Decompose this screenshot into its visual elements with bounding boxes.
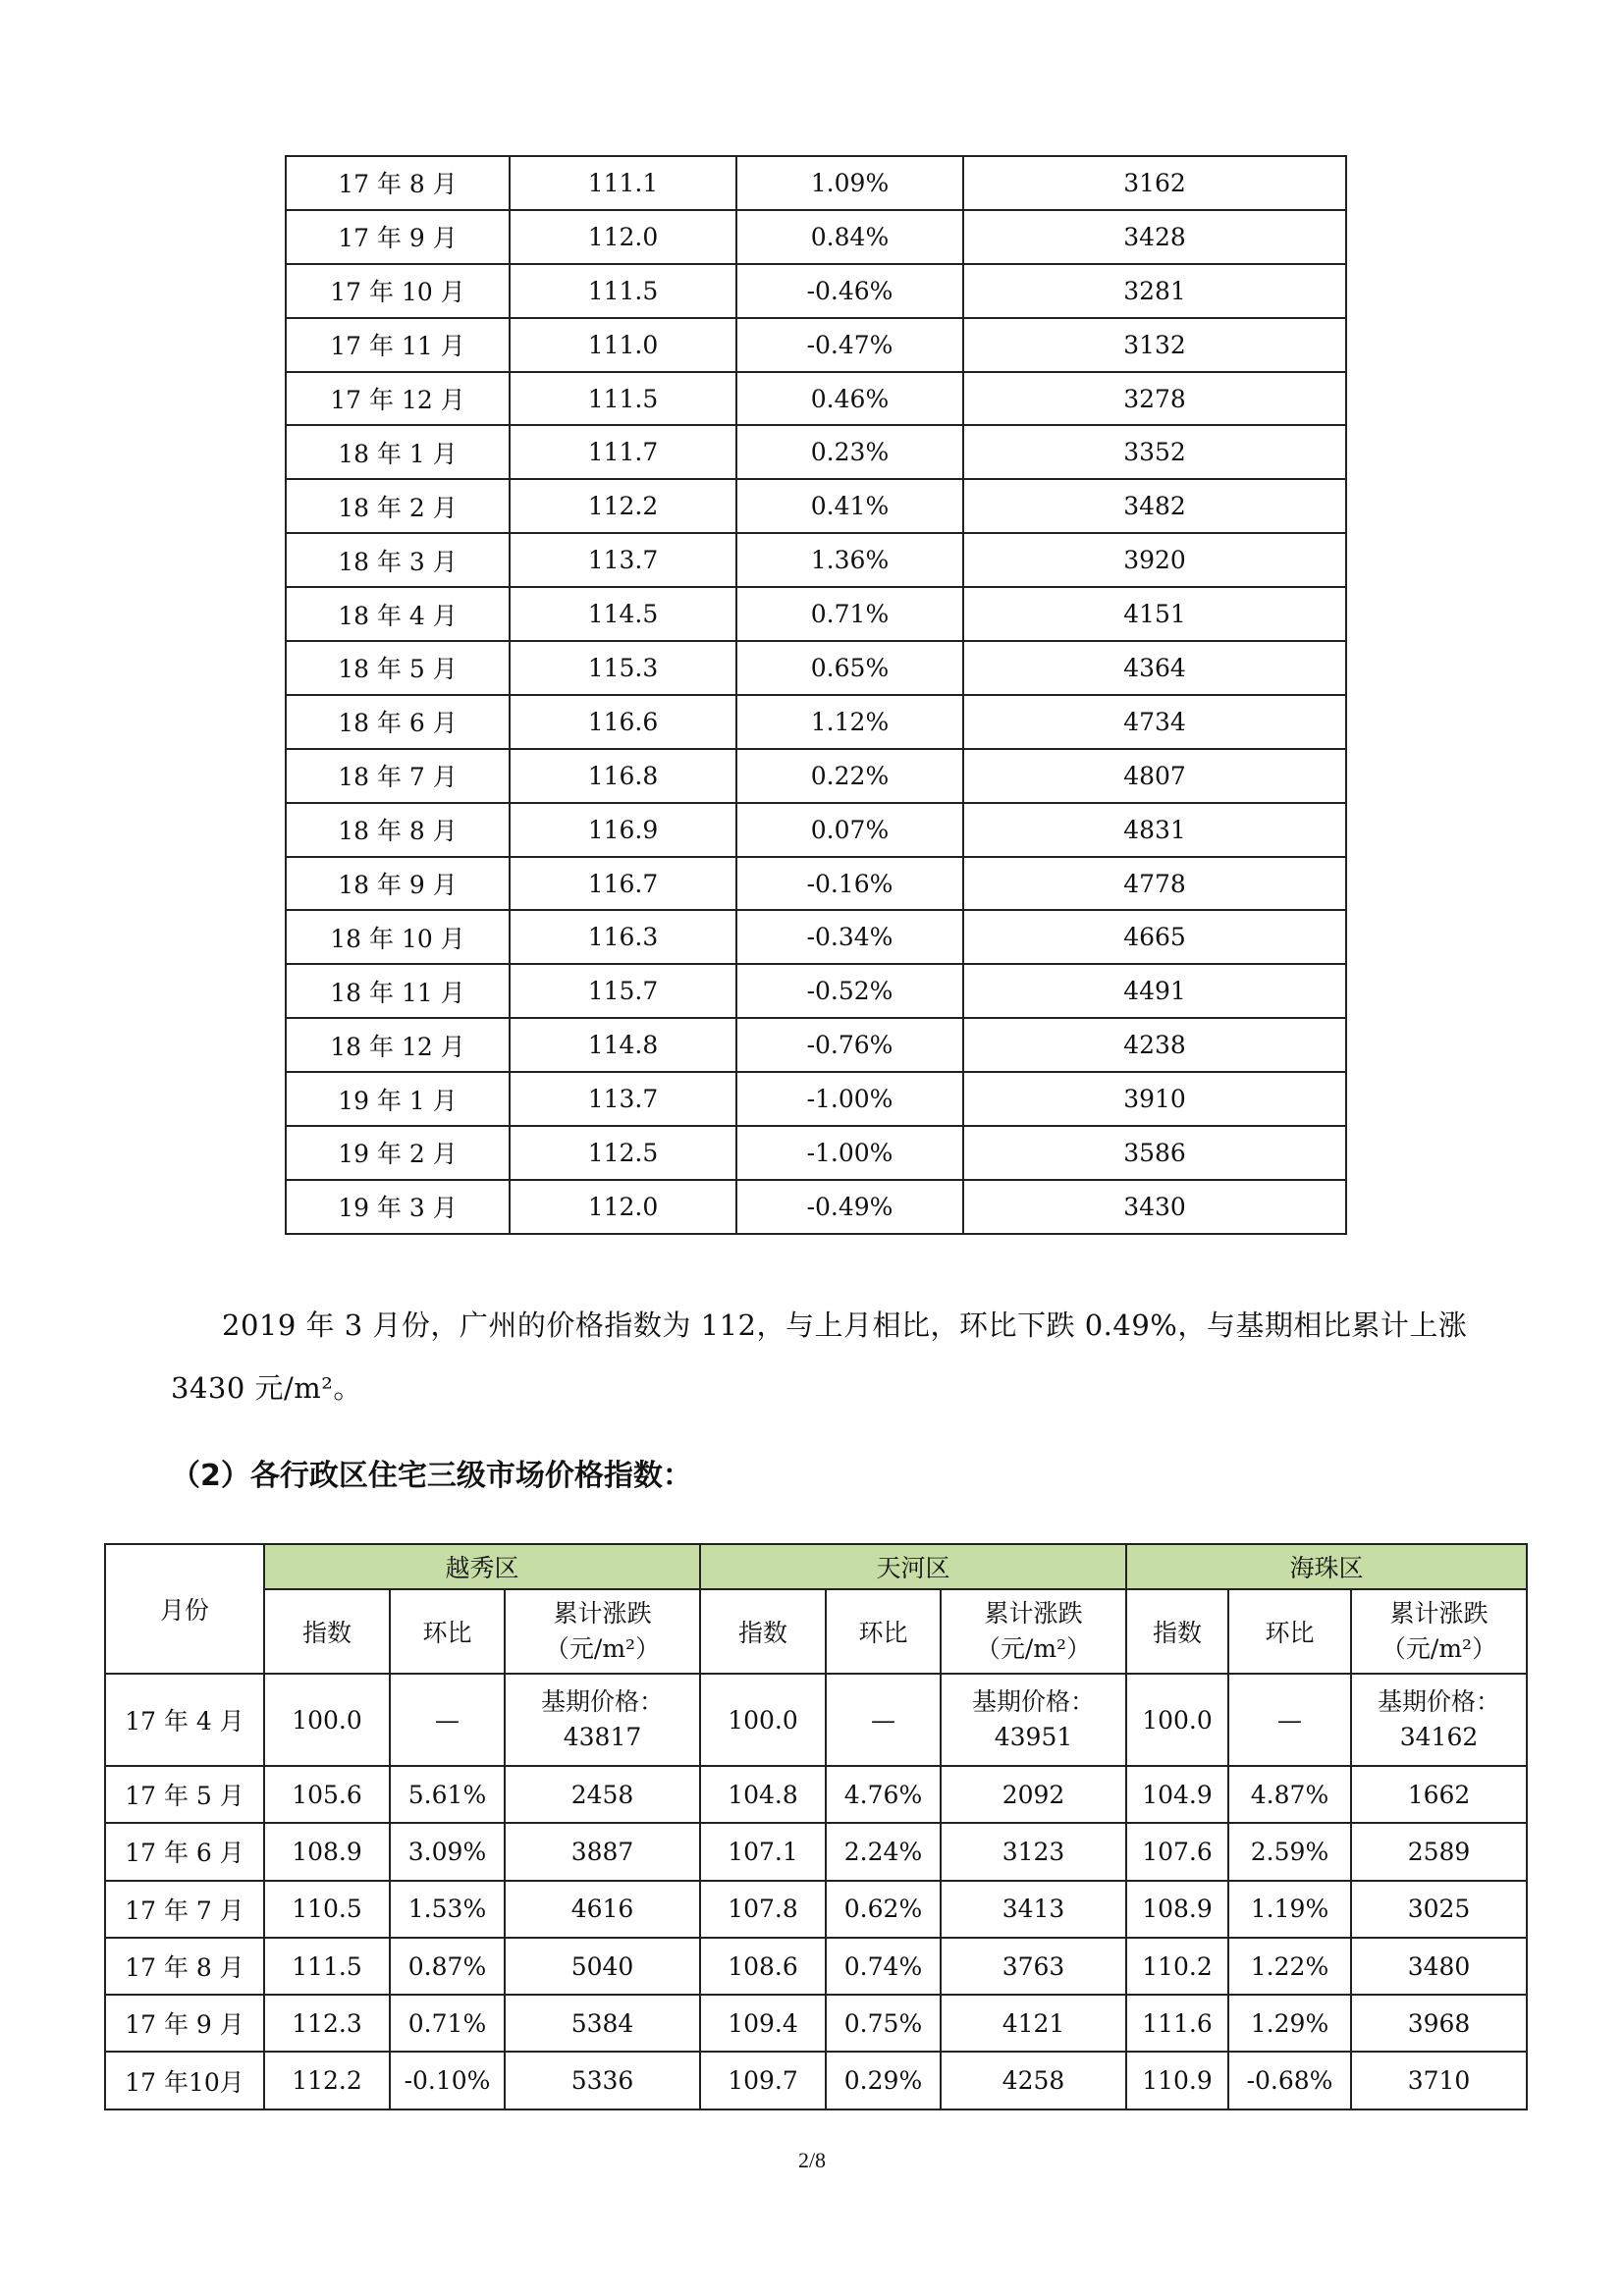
mom-change-cell: 1.36% (736, 533, 963, 587)
month-cell: 17 年 4 月 (105, 1674, 264, 1766)
mom-change-cell: 0.65% (736, 641, 963, 695)
base-price-cell (941, 1674, 1126, 1766)
month-cell: 18 年 12 月 (286, 1018, 510, 1072)
index-cell: 112.5 (510, 1126, 736, 1180)
mom-change-cell: 4.76% (826, 1766, 941, 1823)
index-cell: 109.4 (700, 1995, 826, 2052)
cumulative-change-cell: 4734 (963, 695, 1346, 749)
table-row (105, 1766, 1527, 1823)
cumulative-change-cell: 3162 (963, 156, 1346, 210)
district-header-yuexiu: 越秀区 (264, 1544, 700, 1589)
cumulative-change-cell: 4238 (963, 1018, 1346, 1072)
cumulative-change-cell: 4491 (963, 964, 1346, 1018)
index-cell: 105.6 (264, 1766, 390, 1823)
summary-paragraph: 2019 年 3 月份，广州的价格指数为 112，与上月相比，环比下跌 0.49%，与基期相比累计上涨 3430 元/m²。 (171, 1308, 1468, 1405)
mom-change-cell: -0.47% (736, 318, 963, 372)
month-header: 月份 (105, 1544, 264, 1674)
mom-change-cell: 0.87% (390, 1938, 505, 1995)
mom-change-cell: 1.12% (736, 695, 963, 749)
district-header-tianhe: 天河区 (700, 1544, 1126, 1589)
mom-change-cell: -0.49% (736, 1180, 963, 1234)
mom-change-cell: 0.41% (736, 479, 963, 533)
index-cell: 100.0 (1126, 1674, 1228, 1766)
index-cell: 116.7 (510, 857, 736, 911)
index-cell: 100.0 (264, 1674, 390, 1766)
cumulative-change-cell: 3887 (505, 1823, 700, 1880)
month-cell: 18 年 3 月 (286, 533, 510, 587)
index-cell: 116.6 (510, 695, 736, 749)
table-row (286, 479, 1346, 533)
cumulative-change-cell: 4121 (941, 1995, 1126, 2052)
index-cell: 114.8 (510, 1018, 736, 1072)
index-cell: 111.1 (510, 156, 736, 210)
index-cell: 113.7 (510, 533, 736, 587)
table-row (286, 264, 1346, 318)
cumulative-change-cell: 4258 (941, 2052, 1126, 2109)
index-cell: 115.7 (510, 964, 736, 1018)
cumulative-change-cell: 4616 (505, 1881, 700, 1938)
table-row (286, 318, 1346, 372)
mom-change-cell: -0.10% (390, 2052, 505, 2109)
table-row (286, 372, 1346, 426)
cumulative-change-cell: 3123 (941, 1823, 1126, 1880)
table-row (286, 749, 1346, 803)
index-cell: 100.0 (700, 1674, 826, 1766)
cumulative-change-cell: 4665 (963, 910, 1346, 964)
index-cell: 111.5 (264, 1938, 390, 1995)
section-heading: （2）各行政区住宅三级市场价格指数： (171, 1459, 692, 1493)
sub-header-cumulative-line: （元/m²） (544, 1634, 661, 1663)
base-price-label: 基期价格： (1377, 1687, 1500, 1716)
sub-header-mom: 环比 (826, 1589, 941, 1674)
table-row (105, 2052, 1527, 2109)
mom-change-cell: 2.24% (826, 1823, 941, 1880)
table-row (286, 1018, 1346, 1072)
month-cell: 19 年 1 月 (286, 1072, 510, 1126)
table-row (286, 587, 1346, 641)
cumulative-change-cell: 4807 (963, 749, 1346, 803)
index-cell: 109.7 (700, 2052, 826, 2109)
sub-header-cumulative-line: （元/m²） (975, 1634, 1092, 1663)
base-price-cell (1351, 1674, 1527, 1766)
table-row (286, 533, 1346, 587)
cumulative-change-cell: 3586 (963, 1126, 1346, 1180)
table-row (286, 695, 1346, 749)
index-cell: 110.2 (1126, 1938, 1228, 1995)
mom-change-cell: 3.09% (390, 1823, 505, 1880)
mom-change-cell: 1.09% (736, 156, 963, 210)
mom-change-cell: -0.76% (736, 1018, 963, 1072)
index-cell: 104.8 (700, 1766, 826, 1823)
cumulative-change-cell: 2092 (941, 1766, 1126, 1823)
cumulative-change-cell: 3278 (963, 372, 1346, 426)
sub-header-cumulative-line: 累计涨跌 (553, 1599, 652, 1628)
mom-change-cell: 0.23% (736, 425, 963, 479)
mom-change-cell: 0.71% (390, 1995, 505, 2052)
table-row (286, 1180, 1346, 1234)
month-cell: 17 年 12 月 (286, 372, 510, 426)
mom-change-cell: 5.61% (390, 1766, 505, 1823)
mom-change-cell: 0.22% (736, 749, 963, 803)
cumulative-change-cell: 3132 (963, 318, 1346, 372)
cumulative-change-cell: 3480 (1351, 1938, 1527, 1995)
mom-change-cell: — (1228, 1674, 1351, 1766)
month-cell: 18 年 4 月 (286, 587, 510, 641)
mom-change-cell: 0.75% (826, 1995, 941, 2052)
month-cell: 19 年 2 月 (286, 1126, 510, 1180)
cumulative-change-cell: 2458 (505, 1766, 700, 1823)
sub-header-cumulative-line: 累计涨跌 (1389, 1599, 1489, 1628)
mom-change-cell: 0.84% (736, 210, 963, 264)
cumulative-change-cell: 3710 (1351, 2052, 1527, 2109)
mom-change-cell: 0.07% (736, 803, 963, 857)
table-row (286, 210, 1346, 264)
table-row (286, 156, 1346, 210)
month-cell: 18 年 11 月 (286, 964, 510, 1018)
cumulative-change-cell: 3428 (963, 210, 1346, 264)
mom-change-cell: -1.00% (736, 1072, 963, 1126)
index-cell: 115.3 (510, 641, 736, 695)
sub-header-mom: 环比 (1228, 1589, 1351, 1674)
mom-change-cell: 0.62% (826, 1881, 941, 1938)
index-cell: 116.8 (510, 749, 736, 803)
month-cell: 17 年 8 月 (105, 1938, 264, 1995)
base-price-value: 43817 (563, 1723, 642, 1751)
index-cell: 112.3 (264, 1995, 390, 2052)
month-cell: 18 年 7 月 (286, 749, 510, 803)
index-cell: 110.9 (1126, 2052, 1228, 2109)
page-number: 2/8 (797, 2148, 827, 2172)
mom-change-cell: -1.00% (736, 1126, 963, 1180)
table-row (286, 964, 1346, 1018)
index-cell: 104.9 (1126, 1766, 1228, 1823)
sub-header-cumulative (1351, 1589, 1527, 1674)
mom-change-cell: 1.29% (1228, 1995, 1351, 2052)
cumulative-change-cell: 3920 (963, 533, 1346, 587)
month-cell: 17 年 7 月 (105, 1881, 264, 1938)
cumulative-change-cell: 4151 (963, 587, 1346, 641)
mom-change-cell: 2.59% (1228, 1823, 1351, 1880)
mom-change-cell: — (390, 1674, 505, 1766)
cumulative-change-cell: 3413 (941, 1881, 1126, 1938)
sub-header-cumulative (941, 1589, 1126, 1674)
mom-change-cell: 1.53% (390, 1881, 505, 1938)
table-row (286, 425, 1346, 479)
base-price-label: 基期价格： (971, 1687, 1095, 1716)
cumulative-change-cell: 3025 (1351, 1881, 1527, 1938)
table-row (105, 1938, 1527, 1995)
mom-change-cell: 0.29% (826, 2052, 941, 2109)
sub-header-index: 指数 (700, 1589, 826, 1674)
table-row (286, 910, 1346, 964)
cumulative-change-cell: 3968 (1351, 1995, 1527, 2052)
index-cell: 116.9 (510, 803, 736, 857)
cumulative-change-cell: 4831 (963, 803, 1346, 857)
base-period-row (105, 1674, 1527, 1766)
table-row (286, 803, 1346, 857)
citywide-price-index-table (285, 155, 1347, 1235)
base-price-value: 34162 (1399, 1723, 1479, 1751)
cumulative-change-cell: 3482 (963, 479, 1346, 533)
index-cell: 113.7 (510, 1072, 736, 1126)
district-price-index-table (104, 1543, 1528, 2110)
table-row (286, 1072, 1346, 1126)
month-cell: 17 年 9 月 (105, 1995, 264, 2052)
month-cell: 18 年 5 月 (286, 641, 510, 695)
index-cell: 111.5 (510, 372, 736, 426)
table-row (105, 1823, 1527, 1880)
index-cell: 112.0 (510, 1180, 736, 1234)
month-cell: 17 年 8 月 (286, 156, 510, 210)
sub-header-cumulative-line: 累计涨跌 (984, 1599, 1083, 1628)
district-header-haizhu: 海珠区 (1126, 1544, 1527, 1589)
month-cell: 17 年 10 月 (286, 264, 510, 318)
index-cell: 111.5 (510, 264, 736, 318)
table-row (105, 1995, 1527, 2052)
mom-change-cell: 1.19% (1228, 1881, 1351, 1938)
index-cell: 112.2 (264, 2052, 390, 2109)
mom-change-cell: 0.46% (736, 372, 963, 426)
month-cell: 17 年 11 月 (286, 318, 510, 372)
month-cell: 17 年 5 月 (105, 1766, 264, 1823)
cumulative-change-cell: 2589 (1351, 1823, 1527, 1880)
mom-change-cell: -0.34% (736, 910, 963, 964)
sub-header-cumulative (505, 1589, 700, 1674)
cumulative-change-cell: 3430 (963, 1180, 1346, 1234)
mom-change-cell: -0.46% (736, 264, 963, 318)
sub-header-mom: 环比 (390, 1589, 505, 1674)
index-cell: 107.8 (700, 1881, 826, 1938)
cumulative-change-cell: 3281 (963, 264, 1346, 318)
mom-change-cell: -0.52% (736, 964, 963, 1018)
index-cell: 111.0 (510, 318, 736, 372)
base-price-value: 43951 (994, 1723, 1073, 1751)
sub-header-cumulative-line: （元/m²） (1380, 1634, 1497, 1663)
month-cell: 18 年 9 月 (286, 857, 510, 911)
cumulative-change-cell: 3910 (963, 1072, 1346, 1126)
mom-change-cell: — (826, 1674, 941, 1766)
month-cell: 18 年 2 月 (286, 479, 510, 533)
sub-header-index: 指数 (1126, 1589, 1228, 1674)
month-cell: 17 年10月 (105, 2052, 264, 2109)
index-cell: 114.5 (510, 587, 736, 641)
table-row (286, 641, 1346, 695)
cumulative-change-cell: 5040 (505, 1938, 700, 1995)
table-row (286, 1126, 1346, 1180)
index-cell: 107.1 (700, 1823, 826, 1880)
table-row (105, 1881, 1527, 1938)
index-cell: 108.9 (264, 1823, 390, 1880)
sub-header-index: 指数 (264, 1589, 390, 1674)
base-price-label: 基期价格： (540, 1687, 664, 1716)
index-cell: 116.3 (510, 910, 736, 964)
mom-change-cell: -0.16% (736, 857, 963, 911)
index-cell: 110.5 (264, 1881, 390, 1938)
cumulative-change-cell: 5384 (505, 1995, 700, 2052)
index-cell: 111.7 (510, 425, 736, 479)
mom-change-cell: 1.22% (1228, 1938, 1351, 1995)
index-cell: 108.9 (1126, 1881, 1228, 1938)
month-cell: 17 年 9 月 (286, 210, 510, 264)
month-cell: 18 年 10 月 (286, 910, 510, 964)
cumulative-change-cell: 4778 (963, 857, 1346, 911)
month-cell: 19 年 3 月 (286, 1180, 510, 1234)
month-cell: 18 年 1 月 (286, 425, 510, 479)
index-cell: 107.6 (1126, 1823, 1228, 1880)
mom-change-cell: 4.87% (1228, 1766, 1351, 1823)
month-cell: 17 年 6 月 (105, 1823, 264, 1880)
index-cell: 111.6 (1126, 1995, 1228, 2052)
cumulative-change-cell: 3763 (941, 1938, 1126, 1995)
index-cell: 112.0 (510, 210, 736, 264)
mom-change-cell: 0.71% (736, 587, 963, 641)
cumulative-change-cell: 3352 (963, 425, 1346, 479)
mom-change-cell: -0.68% (1228, 2052, 1351, 2109)
month-cell: 18 年 8 月 (286, 803, 510, 857)
mom-change-cell: 0.74% (826, 1938, 941, 1995)
base-price-cell (505, 1674, 700, 1766)
cumulative-change-cell: 5336 (505, 2052, 700, 2109)
cumulative-change-cell: 4364 (963, 641, 1346, 695)
cumulative-change-cell: 1662 (1351, 1766, 1527, 1823)
index-cell: 108.6 (700, 1938, 826, 1995)
month-cell: 18 年 6 月 (286, 695, 510, 749)
table-row (286, 857, 1346, 911)
index-cell: 112.2 (510, 479, 736, 533)
